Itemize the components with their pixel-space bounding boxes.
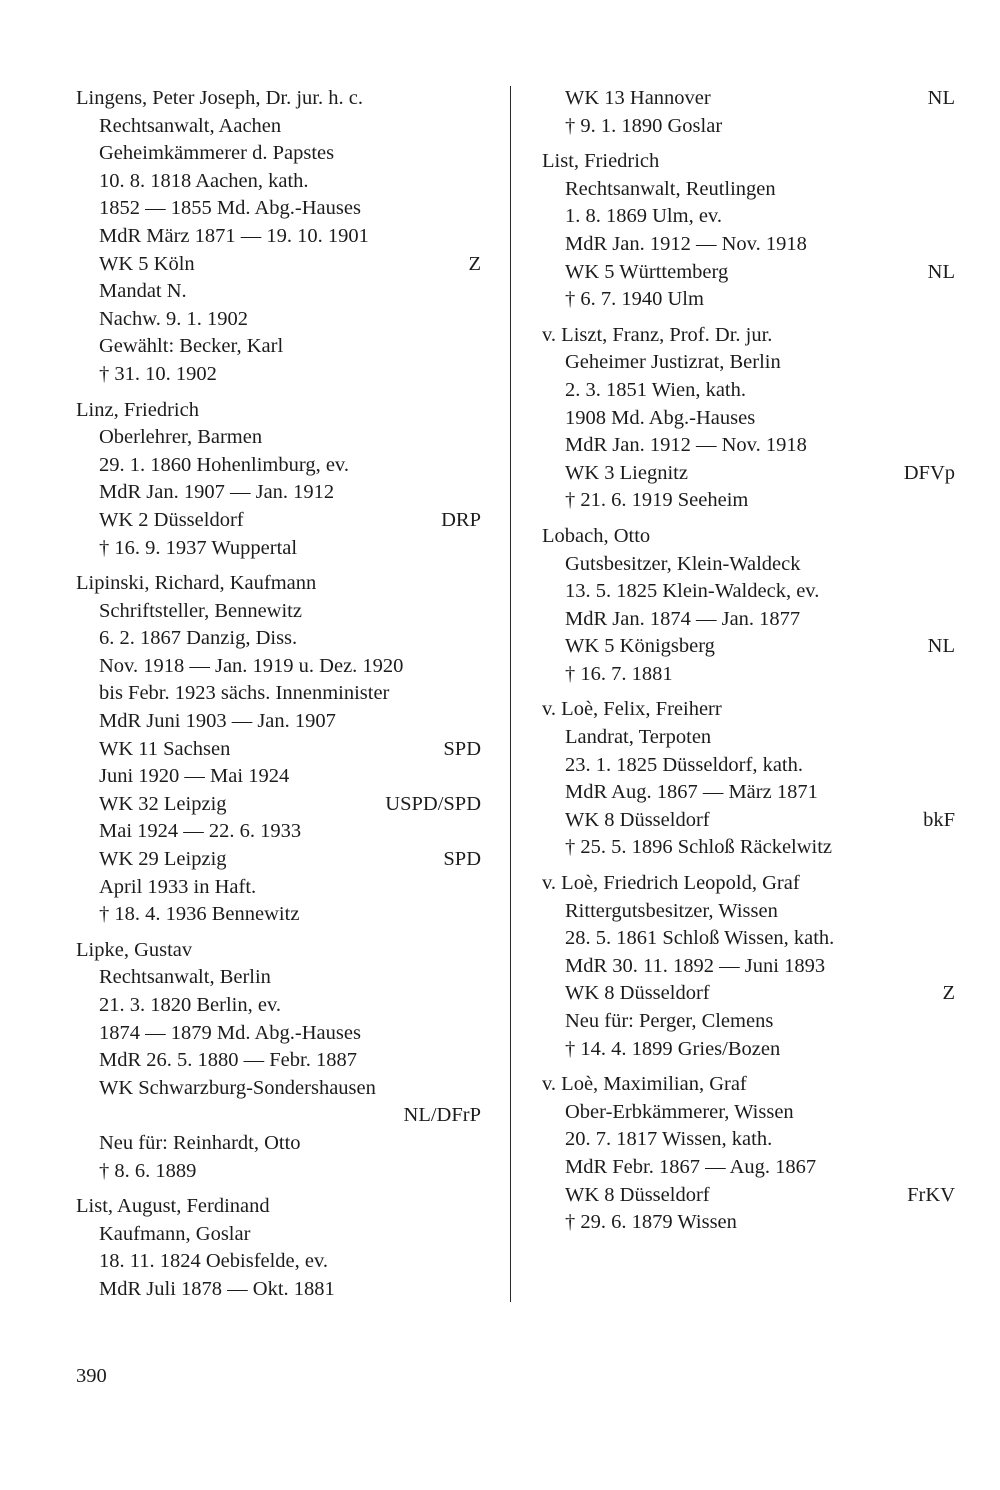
biography-entry bbox=[542, 870, 955, 1063]
entry-text: 21. 3. 1820 Berlin, ev. bbox=[99, 994, 282, 1016]
entry-line bbox=[76, 625, 481, 653]
entry-name bbox=[542, 870, 955, 898]
entry-line bbox=[76, 736, 481, 764]
entry-text: April 1933 in Haft. bbox=[99, 875, 257, 898]
entry-text: † 18. 4. 1936 Bennewitz bbox=[99, 903, 300, 926]
entry-spacer bbox=[542, 1063, 955, 1071]
entry-line bbox=[542, 1154, 955, 1182]
entry-line bbox=[542, 578, 955, 606]
entry-text: WK 32 Leipzig bbox=[99, 792, 227, 815]
entry-line bbox=[76, 1276, 481, 1304]
entry-name bbox=[542, 1071, 955, 1099]
entry-line bbox=[542, 834, 955, 862]
entry-text: 18. 11. 1824 Oebisfelde, ev. bbox=[99, 1250, 329, 1273]
entry-line bbox=[76, 1047, 481, 1075]
entry-line bbox=[542, 377, 955, 405]
biography-entry bbox=[76, 85, 481, 389]
entry-text: Lobach, Otto bbox=[542, 524, 651, 547]
entry-text: Rechtsanwalt, Berlin bbox=[99, 966, 271, 989]
entry-line bbox=[76, 874, 481, 902]
entry-text: † 9. 1. 1890 Goslar bbox=[565, 114, 723, 137]
entry-name bbox=[542, 696, 955, 724]
biography-entry bbox=[76, 397, 481, 563]
entry-line bbox=[76, 361, 481, 389]
entry-line bbox=[542, 1099, 955, 1127]
entry-text: MdR Febr. 1867 — Aug. 1867 bbox=[565, 1155, 817, 1178]
entry-text: † 25. 5. 1896 Schloß Räckelwitz bbox=[565, 836, 833, 859]
entry-text: WK 29 Leipzig bbox=[99, 848, 227, 871]
entry-line bbox=[542, 1126, 955, 1154]
entry-line bbox=[76, 763, 481, 791]
entry-text: 10. 8. 1818 Aachen, kath. bbox=[99, 169, 309, 192]
entry-text: Lingens, Peter Joseph, Dr. jur. h. c. bbox=[76, 87, 363, 109]
entry-line bbox=[542, 633, 955, 661]
entry-text: 28. 5. 1861 Schloß Wissen, kath. bbox=[565, 927, 835, 950]
entry-text: † 16. 9. 1937 Wuppertal bbox=[99, 536, 298, 559]
entry-line bbox=[76, 818, 481, 846]
entry-line bbox=[76, 1075, 481, 1103]
entry-name bbox=[76, 85, 481, 113]
entry-text: Geheimkämmerer d. Papstes bbox=[99, 142, 335, 165]
entry-text: WK 8 Düsseldorf bbox=[565, 1183, 710, 1206]
entry-line bbox=[76, 708, 481, 736]
entry-text: MdR Jan. 1907 — Jan. 1912 bbox=[99, 481, 335, 504]
party-abbreviation: DFVp bbox=[903, 461, 955, 484]
entry-name bbox=[542, 523, 955, 551]
party-abbreviation: NL bbox=[927, 87, 955, 109]
entry-text: Oberlehrer, Barmen bbox=[99, 426, 263, 449]
entry-text: Rechtsanwalt, Aachen bbox=[99, 114, 282, 137]
entry-line bbox=[76, 278, 481, 306]
entry-line bbox=[542, 85, 955, 113]
entry-text: v. Loè, Maximilian, Graf bbox=[542, 1073, 747, 1096]
entry-line bbox=[76, 1248, 481, 1276]
entry-line bbox=[542, 113, 955, 141]
entry-spacer bbox=[76, 389, 481, 397]
biography-entry bbox=[542, 696, 955, 862]
entry-spacer bbox=[542, 688, 955, 696]
entry-line bbox=[542, 1036, 955, 1064]
entry-spacer bbox=[542, 314, 955, 322]
entry-text: WK Schwarzburg-Sondershausen bbox=[99, 1076, 376, 1099]
entry-text: † 29. 6. 1879 Wissen bbox=[565, 1211, 737, 1234]
party-abbreviation: NL/DFrP bbox=[403, 1104, 481, 1127]
entry-line bbox=[76, 195, 481, 223]
entry-text: MdR Aug. 1867 — März 1871 bbox=[565, 781, 818, 804]
party-abbreviation: Z bbox=[468, 252, 481, 275]
entry-line bbox=[542, 779, 955, 807]
left-column bbox=[76, 85, 481, 1304]
entry-line bbox=[542, 460, 955, 488]
entry-text: † 31. 10. 1902 bbox=[99, 362, 217, 385]
entry-line bbox=[76, 452, 481, 480]
entry-line bbox=[542, 349, 955, 377]
entry-line bbox=[76, 598, 481, 626]
entry-line bbox=[76, 846, 481, 874]
entry-text: Kaufmann, Goslar bbox=[99, 1222, 251, 1245]
entry-line bbox=[542, 1209, 955, 1237]
entry-name bbox=[76, 937, 481, 965]
entry-text: List, Friedrich bbox=[542, 150, 660, 173]
entry-line bbox=[76, 507, 481, 535]
entry-text: Landrat, Terpoten bbox=[565, 726, 712, 749]
entry-text: WK 8 Düsseldorf bbox=[565, 808, 710, 831]
entry-text: WK 8 Düsseldorf bbox=[565, 982, 710, 1005]
entry-text: Rittergutsbesitzer, Wissen bbox=[565, 899, 778, 922]
entry-line bbox=[542, 606, 955, 634]
entry-text: 1. 8. 1869 Ulm, ev. bbox=[565, 205, 722, 228]
entry-text: MdR Juli 1878 — Okt. 1881 bbox=[99, 1277, 335, 1300]
entry-line bbox=[76, 306, 481, 334]
entry-text: WK 13 Hannover bbox=[565, 87, 711, 109]
entry-line bbox=[76, 1020, 481, 1048]
entry-line bbox=[542, 551, 955, 579]
entry-line bbox=[76, 251, 481, 279]
entry-spacer bbox=[76, 562, 481, 570]
entry-text: 23. 1. 1825 Düsseldorf, kath. bbox=[565, 753, 804, 776]
entry-line bbox=[76, 901, 481, 929]
entry-text: MdR Jan. 1912 — Nov. 1918 bbox=[565, 434, 807, 457]
entry-text: Nov. 1918 — Jan. 1919 u. Dez. 1920 bbox=[99, 654, 404, 677]
entry-text: 6. 2. 1867 Danzig, Diss. bbox=[99, 627, 298, 650]
party-abbreviation: SPD bbox=[443, 848, 481, 871]
entry-line bbox=[76, 964, 481, 992]
party-abbreviation: USPD/SPD bbox=[385, 792, 481, 815]
entry-text: Nachw. 9. 1. 1902 bbox=[99, 307, 248, 330]
entry-line bbox=[542, 203, 955, 231]
entry-line bbox=[76, 333, 481, 361]
biography-entry bbox=[542, 85, 955, 140]
entry-text: WK 3 Liegnitz bbox=[565, 461, 688, 484]
entry-line bbox=[542, 953, 955, 981]
entry-line bbox=[542, 752, 955, 780]
party-abbreviation: bkF bbox=[923, 808, 955, 831]
entry-text: WK 11 Sachsen bbox=[99, 737, 231, 760]
entry-name bbox=[76, 397, 481, 425]
entry-line bbox=[76, 113, 481, 141]
entry-text: † 8. 6. 1889 bbox=[99, 1159, 197, 1182]
entry-line bbox=[76, 140, 481, 168]
party-abbreviation: FrKV bbox=[907, 1183, 955, 1206]
entry-text: Schriftsteller, Bennewitz bbox=[99, 599, 302, 622]
entry-line bbox=[542, 980, 955, 1008]
entry-text: 20. 7. 1817 Wissen, kath. bbox=[565, 1128, 773, 1151]
entry-text: WK 2 Düsseldorf bbox=[99, 508, 244, 531]
biography-entry bbox=[542, 148, 955, 314]
entry-line bbox=[76, 424, 481, 452]
entry-name bbox=[542, 322, 955, 350]
entry-text: Geheimer Justizrat, Berlin bbox=[565, 351, 781, 374]
entry-text: WK 5 Württemberg bbox=[565, 260, 729, 283]
entry-line bbox=[542, 1182, 955, 1210]
entry-line bbox=[542, 432, 955, 460]
entry-line bbox=[76, 791, 481, 819]
entry-name bbox=[76, 570, 481, 598]
entry-text: † 6. 7. 1940 Ulm bbox=[565, 288, 704, 311]
entry-spacer bbox=[76, 1185, 481, 1193]
entry-text: Neu für: Perger, Clemens bbox=[565, 1010, 774, 1032]
entry-text: 1852 — 1855 Md. Abg.-Hauses bbox=[99, 197, 361, 220]
biography-entry bbox=[76, 1193, 481, 1303]
entry-text: MdR Jan. 1874 — Jan. 1877 bbox=[565, 607, 801, 630]
entry-text: WK 5 Königsberg bbox=[565, 635, 715, 658]
entry-text: † 14. 4. 1899 Gries/Bozen bbox=[565, 1037, 781, 1060]
entry-text: 2. 3. 1851 Wien, kath. bbox=[565, 378, 746, 401]
entry-name bbox=[76, 1193, 481, 1221]
entry-text: Mai 1924 — 22. 6. 1933 bbox=[99, 820, 302, 843]
biography-entry bbox=[542, 322, 955, 515]
entry-spacer bbox=[76, 929, 481, 937]
entry-text: Ober-Erbkämmerer, Wissen bbox=[565, 1100, 794, 1123]
entry-text: 1874 — 1879 Md. Abg.-Hauses bbox=[99, 1021, 361, 1044]
entry-name bbox=[542, 148, 955, 176]
entry-line bbox=[76, 223, 481, 251]
entry-text: MdR 30. 11. 1892 — Juni 1893 bbox=[565, 954, 826, 977]
party-abbreviation: Z bbox=[942, 982, 955, 1005]
entry-text: † 21. 6. 1919 Seeheim bbox=[565, 489, 749, 512]
entry-line bbox=[542, 259, 955, 287]
entry-line bbox=[76, 653, 481, 681]
entry-line bbox=[542, 661, 955, 689]
party-abbreviation: SPD bbox=[443, 737, 481, 760]
entry-line bbox=[542, 176, 955, 204]
entry-spacer bbox=[542, 140, 955, 148]
biography-entry bbox=[542, 523, 955, 689]
entry-text: Lipke, Gustav bbox=[76, 938, 193, 961]
entry-text: v. Loè, Friedrich Leopold, Graf bbox=[542, 872, 800, 895]
entry-text: MdR 26. 5. 1880 — Febr. 1887 bbox=[99, 1049, 357, 1072]
party-abbreviation: DRP bbox=[441, 508, 481, 531]
entry-text: MdR Juni 1903 — Jan. 1907 bbox=[99, 710, 336, 733]
entry-line bbox=[76, 680, 481, 708]
entry-text: Lipinski, Richard, Kaufmann bbox=[76, 572, 317, 595]
entry-text: Gutsbesitzer, Klein-Waldeck bbox=[565, 552, 801, 575]
entry-line bbox=[76, 1158, 481, 1186]
entry-line bbox=[76, 479, 481, 507]
entry-text: † 16. 7. 1881 bbox=[565, 662, 673, 685]
entry-text: Gewählt: Becker, Karl bbox=[99, 335, 284, 358]
entry-line bbox=[542, 405, 955, 433]
entry-line bbox=[542, 724, 955, 752]
biography-entry bbox=[76, 570, 481, 929]
party-abbreviation: NL bbox=[927, 260, 955, 283]
entry-text: WK 5 Köln bbox=[99, 252, 195, 275]
entry-text: List, August, Ferdinand bbox=[76, 1195, 270, 1218]
entry-text: Rechtsanwalt, Reutlingen bbox=[565, 177, 776, 200]
entry-text: 13. 5. 1825 Klein-Waldeck, ev. bbox=[565, 580, 820, 603]
entry-text: v. Loè, Felix, Freiherr bbox=[542, 698, 722, 721]
entry-line bbox=[542, 1008, 955, 1036]
entry-line bbox=[542, 286, 955, 314]
entry-line bbox=[76, 535, 481, 563]
entry-text: Linz, Friedrich bbox=[76, 398, 199, 421]
entry-text: bis Febr. 1923 sächs. Innenminister bbox=[99, 682, 390, 705]
entry-text: 1908 Md. Abg.-Hauses bbox=[565, 406, 756, 429]
page-number: 390 bbox=[76, 1365, 107, 1387]
entry-text: v. Liszt, Franz, Prof. Dr. jur. bbox=[542, 323, 773, 346]
column-divider bbox=[510, 86, 511, 1302]
entry-text: Juni 1920 — Mai 1924 bbox=[99, 765, 290, 788]
entry-line bbox=[76, 1130, 481, 1158]
entry-text: MdR März 1871 — 19. 10. 1901 bbox=[99, 224, 369, 247]
entry-text: Neu für: Reinhardt, Otto bbox=[99, 1131, 301, 1154]
party-abbreviation: NL bbox=[927, 635, 955, 658]
biography-entry bbox=[76, 937, 481, 1185]
biography-entry bbox=[542, 1071, 955, 1237]
entry-line bbox=[542, 925, 955, 953]
entry-text: Mandat N. bbox=[99, 280, 187, 303]
entry-line bbox=[76, 992, 481, 1020]
entry-line bbox=[542, 231, 955, 259]
entry-line bbox=[542, 487, 955, 515]
entry-line bbox=[542, 807, 955, 835]
entry-text: 29. 1. 1860 Hohenlimburg, ev. bbox=[99, 453, 349, 476]
entry-line bbox=[76, 1102, 481, 1130]
entry-text: MdR Jan. 1912 — Nov. 1918 bbox=[565, 232, 807, 255]
entry-line bbox=[542, 898, 955, 926]
entry-line bbox=[76, 168, 481, 196]
entry-line bbox=[76, 1221, 481, 1249]
entry-spacer bbox=[542, 862, 955, 870]
entry-spacer bbox=[542, 515, 955, 523]
right-column bbox=[542, 85, 955, 1237]
